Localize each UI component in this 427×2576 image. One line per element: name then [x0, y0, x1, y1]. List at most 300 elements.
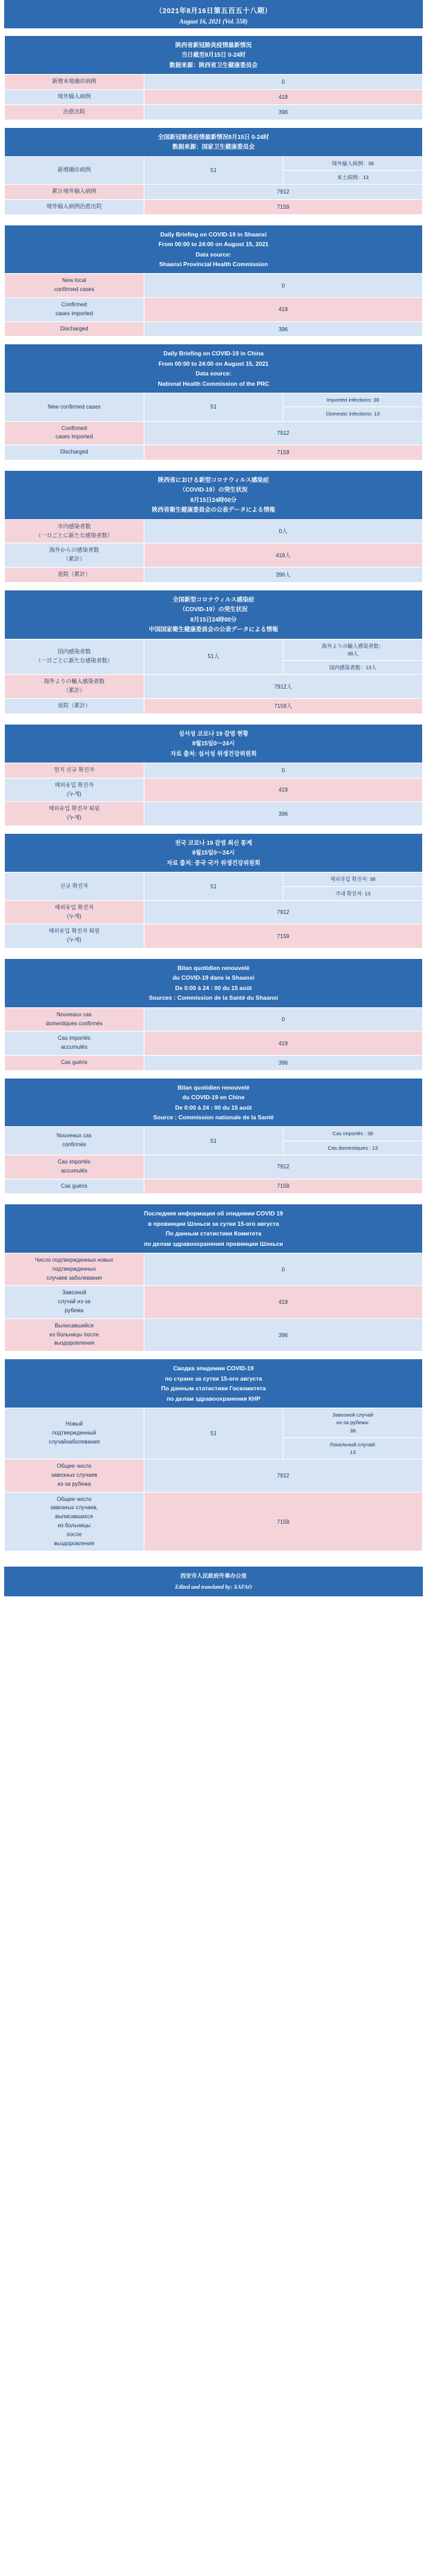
- section-header-line: Bilan quotidien renouvelé: [178, 964, 249, 971]
- label-line: завозных случаев: [50, 1472, 97, 1479]
- section-header-line: по делам здравоохранения КНР: [167, 1394, 260, 1402]
- table-row: [5, 567, 423, 582]
- label-line: Confirmed: [61, 424, 87, 431]
- label-line: （累計）: [63, 556, 86, 563]
- section-zh-china: [4, 127, 423, 215]
- table-row: [5, 924, 423, 949]
- row-value: 7159: [144, 199, 422, 214]
- label-line: New local: [61, 277, 86, 284]
- spacer: [0, 583, 427, 590]
- label-line: （累計）: [63, 687, 86, 694]
- section-header-line: 陕西省新冠肺炎疫情最新情况: [175, 41, 252, 48]
- issue-date-en: August 16, 2021 (Vol. 558): [179, 18, 248, 25]
- section-en-china: [4, 344, 423, 460]
- breakdown-line: Локальный случай:: [330, 1441, 377, 1448]
- row-label: [5, 802, 144, 826]
- new-confirmed-label: [5, 639, 144, 675]
- spacer: [0, 120, 427, 127]
- section-header-line: 陝西省における新型コロナウィルス感染症: [158, 476, 269, 484]
- row-value: 396: [144, 321, 422, 337]
- table-row: [5, 802, 423, 826]
- breakdown-line: Cas importés : 38: [332, 1130, 374, 1137]
- new-confirmed-total: 51人: [144, 639, 283, 675]
- row-label: [5, 90, 144, 105]
- row-label: [5, 75, 144, 90]
- table-header-row: [5, 1204, 423, 1253]
- row-label: [5, 519, 144, 543]
- section-ko-china: [4, 833, 423, 949]
- section-header: [5, 590, 423, 639]
- table-header-row: [5, 958, 423, 1007]
- row-label: [5, 445, 144, 460]
- section-header-line: в провинции Шэньси за сутки 15-ого августа: [148, 1220, 279, 1227]
- section-header: [5, 1359, 423, 1408]
- label-line: cases imported: [55, 433, 93, 440]
- spacer: [0, 826, 427, 833]
- row-value: 7912人: [144, 675, 422, 699]
- row-value: 419: [144, 1286, 422, 1318]
- label-line: выздоровления: [54, 1540, 95, 1547]
- label-line: (누계): [66, 790, 82, 797]
- label-line: 海外よりの輸入感染者数: [44, 678, 105, 685]
- label-line: 治愈出院: [63, 108, 86, 115]
- label-line: случай из-за: [57, 1298, 91, 1305]
- new-confirmed-breakdown: [283, 872, 423, 886]
- row-value: 419: [144, 298, 422, 322]
- label-line: (누계): [66, 913, 82, 920]
- row-value: 7159: [144, 1179, 422, 1194]
- new-confirmed-breakdown: [283, 1437, 423, 1459]
- row-label: [5, 421, 144, 445]
- table-row: [5, 543, 423, 568]
- new-confirmed-breakdown: [283, 661, 423, 675]
- section-header-line: по стране за сутки 15-ого августа: [164, 1374, 263, 1382]
- row-label: [5, 1055, 144, 1070]
- section-header-line: Sources : Commission de la Santé du Shaanxi: [149, 994, 278, 1002]
- row-label: [5, 185, 144, 200]
- spacer: [0, 337, 427, 344]
- section-header-line: （COVID-19）の発生状況: [179, 606, 248, 613]
- row-value: 0: [144, 1007, 422, 1032]
- breakdown-line: Завозной случай: [332, 1412, 374, 1419]
- spacer: [0, 28, 427, 35]
- section-header-line: Shaanxi Provincial Health Commission: [159, 260, 268, 268]
- table-row: [5, 1155, 423, 1179]
- new-confirmed-total: 51: [144, 393, 283, 422]
- row-label: [5, 698, 144, 713]
- new-confirmed-breakdown: [283, 170, 423, 184]
- table-header-row: [5, 344, 423, 393]
- label-line: выздоровления: [54, 1340, 95, 1347]
- label-line: accumulés: [61, 1167, 88, 1174]
- section-header-line: Daily Briefing on COVID-19 in China: [163, 350, 264, 357]
- row-label: [5, 763, 144, 778]
- table-header-row: [5, 1359, 423, 1408]
- row-value: 0: [144, 75, 422, 90]
- row-value: 7159: [144, 445, 422, 460]
- table-row: [5, 763, 423, 778]
- section-header: [5, 958, 423, 1007]
- table-row: [5, 872, 423, 886]
- section-header-line: Bilan quotidien renouvelé: [178, 1083, 249, 1091]
- row-value: 419: [144, 778, 422, 802]
- new-confirmed-total: 51: [144, 1408, 283, 1459]
- label-line: Cas importés: [57, 1158, 91, 1165]
- table-row: [5, 1286, 423, 1318]
- label-line: confirmés: [61, 1141, 86, 1148]
- row-label: [5, 298, 144, 322]
- section-header-line: 当日截至8月15日 0-24时: [181, 51, 246, 59]
- label-line: Nouveaux cas: [56, 1132, 92, 1139]
- table-row: [5, 75, 423, 90]
- new-confirmed-label: [5, 872, 144, 901]
- row-value: 396人: [144, 567, 422, 582]
- row-label: [5, 1155, 144, 1179]
- breakdown-line: Cas domestiques : 13: [328, 1144, 378, 1151]
- label-line: Cas guéris: [61, 1058, 88, 1065]
- row-value: 0: [144, 274, 422, 298]
- section-ko-shaanxi: [4, 724, 423, 826]
- section-header-line: 全国新型コロナウィルス感染症: [172, 595, 255, 603]
- row-value: 7159: [144, 1492, 422, 1551]
- section-header-line: 数据来源：国家卫生健康委员会: [172, 143, 255, 151]
- new-confirmed-label: [5, 393, 144, 422]
- section-header-line: De 0:00 à 24 : 00 du 15 août: [175, 1103, 252, 1111]
- label-line: рубежа: [64, 1307, 84, 1314]
- row-label: [5, 900, 144, 924]
- table-row: [5, 1055, 423, 1070]
- section-header-line: 전국 코로나 19 감염 최신 통계: [175, 839, 252, 846]
- row-label: [5, 1179, 144, 1194]
- new-confirmed-breakdown: [283, 639, 423, 661]
- table-row: [5, 1459, 423, 1492]
- label-line: Число подтвержденных новых: [35, 1257, 114, 1264]
- sections-container: [0, 35, 427, 1561]
- label-line: завозных случаев,: [50, 1504, 98, 1511]
- label-line: подтвержденный: [52, 1430, 97, 1437]
- label-line: (누계): [66, 937, 82, 944]
- section-header-line: Data source:: [196, 250, 231, 258]
- row-label: [5, 104, 144, 120]
- section-header: [5, 36, 423, 75]
- label-line: 海外からの感染者数: [49, 547, 99, 554]
- table-row: [5, 1179, 423, 1194]
- row-value: 7912: [144, 1155, 422, 1179]
- section-header: [5, 1078, 423, 1127]
- footer-org-cn: 西安市人民政府外事办公室: [180, 1573, 247, 1580]
- section-header-line: по делам здравоохранения провинции Шэньси: [144, 1240, 283, 1247]
- section-header-line: 中国国家衛生健康委員会の公表データによる情報: [149, 626, 278, 633]
- label-line: из больницы после: [49, 1331, 99, 1338]
- label-line: (누계): [66, 814, 82, 821]
- briefing-table: [4, 225, 423, 337]
- section-header-line: Data source:: [196, 370, 231, 377]
- section-header-line: 섬서성 코로나 19 감염 현황: [178, 729, 249, 737]
- label-line: подтвержденных: [52, 1265, 96, 1272]
- section-header-line: 8月15日24時00分: [190, 496, 237, 503]
- breakdown-line: из-за рубежа:: [336, 1419, 370, 1426]
- section-header-line: 자료 출처: 중국 국가 위생건강위원회: [167, 859, 260, 866]
- section-header-line: 8月15日24時00分: [190, 615, 237, 623]
- new-confirmed-breakdown: [283, 1408, 423, 1438]
- section-header-line: （COVID-19）の発生状況: [179, 486, 248, 494]
- row-label: [5, 1459, 144, 1492]
- breakdown-line: 境外输入病例：38: [332, 160, 374, 167]
- row-label: [5, 1007, 144, 1032]
- label-line: 境外输入病例治愈出院: [46, 203, 102, 209]
- table-row: [5, 1007, 423, 1032]
- table-header-row: [5, 1078, 423, 1127]
- section-header-line: Source : Commission nationale de la Santé: [153, 1114, 274, 1121]
- row-label: [5, 1286, 144, 1318]
- label-line: （一日ごとに新たな感染者数）: [35, 532, 113, 539]
- section-header: [5, 127, 423, 156]
- label-line: accumulés: [61, 1044, 88, 1051]
- table-row: [5, 104, 423, 120]
- label-line: 退院（累計）: [57, 702, 91, 709]
- table-header-row: [5, 724, 423, 763]
- new-confirmed-label: [5, 1408, 144, 1459]
- label-line: 国内感染者数: [57, 648, 91, 655]
- briefing-table: [4, 833, 423, 949]
- breakdown-line: 38人: [347, 650, 359, 657]
- new-confirmed-total: 51: [144, 1127, 283, 1155]
- row-value: 7912: [144, 900, 422, 924]
- label-line: Nouveaux cas: [56, 1011, 92, 1018]
- row-label: [5, 199, 144, 214]
- page-footer: [4, 1567, 423, 1596]
- section-header-line: 陝西省衛生健康委員会の公表データによる情報: [151, 506, 276, 514]
- breakdown-line: 국내 확진자: 13: [335, 890, 371, 897]
- label-line: 현지 신규 확진자: [54, 766, 95, 773]
- table-row: [5, 321, 423, 337]
- label-line: Общее число: [57, 1495, 92, 1502]
- label-line: domestiques confirmés: [46, 1020, 103, 1027]
- row-label: [5, 675, 144, 699]
- label-line: после: [66, 1531, 82, 1538]
- row-label: [5, 778, 144, 802]
- section-header: [5, 344, 423, 393]
- briefing-table: [4, 590, 423, 714]
- breakdown-line: Imported infections: 38: [326, 397, 379, 404]
- row-label: [5, 274, 144, 298]
- briefing-table: [4, 35, 423, 120]
- section-header-line: 全国新冠肺炎疫情最新情况8月15日 0-24时: [158, 133, 269, 140]
- label-line: 해외유입 확진자 퇴원: [48, 928, 100, 935]
- new-confirmed-label: [5, 156, 144, 185]
- table-header-row: [5, 225, 423, 274]
- table-row: [5, 1492, 423, 1551]
- label-line: Confirmed: [61, 301, 87, 308]
- spacer: [0, 949, 427, 958]
- section-header-line: From 00:00 to 24:00 on August 15, 2021: [158, 360, 269, 367]
- briefing-table: [4, 958, 423, 1071]
- table-row: [5, 445, 423, 460]
- table-row: [5, 90, 423, 105]
- breakdown-line: Domestic infections: 13: [325, 411, 380, 418]
- table-header-row: [5, 127, 423, 156]
- table-row: [5, 393, 423, 407]
- spacer: [0, 1194, 427, 1204]
- new-confirmed-breakdown: [283, 393, 423, 407]
- section-header-line: De 0:00 à 24 : 00 du 15 août: [175, 984, 252, 991]
- section-header-line: По данным статистики Госкомитета: [161, 1385, 266, 1392]
- new-confirmed-breakdown: [283, 407, 423, 421]
- section-header: [5, 225, 423, 274]
- breakdown-line: 本土病例：13: [336, 174, 369, 180]
- table-row: [5, 185, 423, 200]
- label-line: 退院（累計）: [57, 570, 91, 577]
- table-header-row: [5, 36, 423, 75]
- section-header-line: 8월15일0～24시: [192, 849, 235, 857]
- new-confirmed-breakdown: [283, 1141, 423, 1155]
- table-header-row: [5, 471, 423, 520]
- table-row: [5, 156, 423, 170]
- label-line: Discharged: [60, 449, 88, 456]
- table-row: [5, 675, 423, 699]
- spacer: [0, 1352, 427, 1359]
- label-line: Завозной: [61, 1289, 86, 1296]
- label-line: случайзаболевания: [48, 1439, 100, 1446]
- new-confirmed-total: 51: [144, 156, 283, 185]
- label-line: из-за рубежа: [57, 1480, 91, 1487]
- label-line: 해외유입 확진자 퇴원: [48, 805, 100, 812]
- section-header-line: National Health Commission of the PRC: [158, 380, 269, 387]
- briefing-table: [4, 1204, 423, 1352]
- table-row: [5, 1032, 423, 1056]
- section-zh-shaanxi: [4, 35, 423, 120]
- new-confirmed-breakdown: [283, 1127, 423, 1141]
- briefing-table: [4, 127, 423, 215]
- row-label: [5, 924, 144, 949]
- label-line: Общее число: [57, 1463, 92, 1470]
- section-header-line: From 00:00 to 24:00 on August 15, 2021: [158, 241, 269, 248]
- row-value: 396: [144, 104, 422, 120]
- row-label: [5, 543, 144, 568]
- label-line: 해외유입 확진자: [55, 904, 94, 911]
- spacer: [0, 215, 427, 225]
- row-value: 7912: [144, 421, 422, 445]
- label-line: Discharged: [60, 325, 88, 332]
- row-value: 7159: [144, 924, 422, 949]
- table-header-row: [5, 833, 423, 872]
- table-row: [5, 1127, 423, 1141]
- section-header: [5, 833, 423, 872]
- section-header-line: 数据来源：陕西省卫生健康委员会: [169, 61, 258, 68]
- breakdown-line: 38: [350, 1427, 356, 1434]
- table-row: [5, 421, 423, 445]
- row-label: [5, 1032, 144, 1056]
- table-row: [5, 778, 423, 802]
- label-line: случаев заболевания: [46, 1274, 102, 1281]
- section-en-shaanxi: [4, 225, 423, 337]
- breakdown-line: 海外よりの輸入感染者数：: [321, 642, 384, 649]
- label-line: 신규 확진자: [59, 882, 88, 889]
- breakdown-line: 해외유입 확진자: 38: [330, 876, 376, 883]
- label-line: Выписавшийся: [55, 1322, 94, 1329]
- table-row: [5, 698, 423, 713]
- table-row: [5, 1253, 423, 1286]
- row-value: 419人: [144, 543, 422, 568]
- section-header: [5, 471, 423, 520]
- section-header: [5, 1204, 423, 1253]
- table-row: [5, 298, 423, 322]
- spacer: [0, 460, 427, 470]
- label-line: New confirmed cases: [48, 403, 101, 410]
- table-row: [5, 1408, 423, 1438]
- section-ja-china: [4, 590, 423, 714]
- section-header-line: 자료 출처: 섬서성 위생건강위원회: [170, 749, 257, 757]
- spacer: [0, 1551, 427, 1561]
- row-value: 0人: [144, 519, 422, 543]
- section-header-line: du COVID-19 en Chine: [182, 1094, 245, 1101]
- row-value: 7159人: [144, 698, 422, 713]
- row-label: [5, 1492, 144, 1551]
- table-row: [5, 900, 423, 924]
- row-value: 7912: [144, 185, 422, 200]
- row-label: [5, 321, 144, 337]
- row-label: [5, 1318, 144, 1351]
- label-line: 市内感染者数: [57, 523, 91, 530]
- footer-org-en: Edited and translated by: XAFAO: [175, 1583, 252, 1590]
- table-header-row: [5, 590, 423, 639]
- table-row: [5, 1318, 423, 1351]
- briefing-table: [4, 724, 423, 826]
- label-line: confirmed cases: [54, 286, 95, 293]
- label-line: cases imported: [55, 310, 93, 317]
- briefing-table: [4, 1078, 423, 1195]
- new-confirmed-label: [5, 1127, 144, 1155]
- row-value: 396: [144, 1055, 422, 1070]
- table-row: [5, 639, 423, 661]
- table-row: [5, 274, 423, 298]
- section-header-line: 8월15일0～24시: [192, 740, 235, 747]
- row-label: [5, 1253, 144, 1286]
- table-row: [5, 519, 423, 543]
- label-line: 해외유입 확진자: [55, 781, 94, 788]
- row-label: [5, 567, 144, 582]
- row-value: 396: [144, 802, 422, 826]
- label-line: из больницы: [57, 1522, 91, 1529]
- section-header: [5, 724, 423, 763]
- label-line: （一日ごとに新たな感染者数）: [35, 657, 113, 664]
- briefing-table: [4, 1359, 423, 1551]
- new-confirmed-breakdown: [283, 156, 423, 170]
- row-value: 0: [144, 1253, 422, 1286]
- section-fr-shaanxi: [4, 958, 423, 1071]
- spacer: [0, 714, 427, 724]
- section-fr-china: [4, 1078, 423, 1195]
- spacer: [0, 1071, 427, 1078]
- row-value: 419: [144, 90, 422, 105]
- section-header-line: Сводка эпидемии COVID-19: [173, 1365, 254, 1372]
- label-line: Cas guéris: [61, 1182, 88, 1189]
- label-line: Cas importés: [57, 1035, 91, 1042]
- table-row: [5, 199, 423, 214]
- section-ru-china: [4, 1359, 423, 1551]
- label-line: Новый: [65, 1421, 83, 1428]
- label-line: 境外输入病例: [57, 93, 91, 100]
- page-title: [4, 0, 423, 28]
- section-header-line: du COVID-19 dans le Shaanxi: [172, 974, 255, 982]
- briefing-table: [4, 470, 423, 583]
- label-line: 新增确诊病例: [57, 166, 91, 173]
- issue-date-cn: （2021年8月16日第五百五十八期）: [155, 8, 272, 15]
- row-value: 419: [144, 1032, 422, 1056]
- label-line: 累计境外输入病例: [52, 188, 97, 195]
- label-line: выписавшихся: [55, 1513, 93, 1520]
- section-header-line: Daily Briefing on COVID-19 in Shaanxi: [160, 230, 267, 238]
